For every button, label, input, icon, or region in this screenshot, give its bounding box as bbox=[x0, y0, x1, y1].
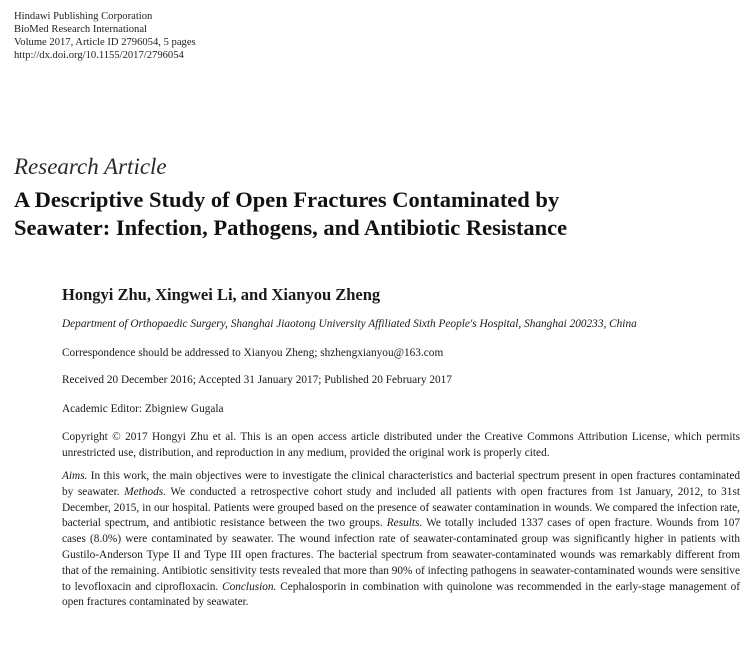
aims-text: In this work, the main objectives were to investigate the clinical characteristics and bacterial spectrum present in open fractures contaminated by seawater. bbox=[62, 470, 740, 498]
conclusion-text: Cephalosporin in combination with quinolone was recommended in the early-stage management of open fractures contaminated by seawater. bbox=[62, 580, 740, 609]
conclusion-label: Conclusion. bbox=[222, 580, 277, 593]
correspondence: Correspondence should be addressed to Xianyou Zheng; shzhengxianyou@163.com bbox=[62, 347, 444, 359]
publisher: Hindawi Publishing Corporation bbox=[14, 11, 153, 22]
results-label: Results. bbox=[386, 517, 423, 530]
authors: Hongyi Zhu, Xingwei Li, and Xianyou Zheng bbox=[62, 285, 381, 304]
results-text: We totally included 1337 cases of open fracture. Wounds from 107 cases (8.0%) were contaminated by seawater. The wound infection rate of seawater-contaminated group was significantly higher in patients with Gustilo-Anderson Type II and Type III open fractures. The bacterial spectrum from seawater-contaminated wounds was remarkably different from that of the remaining. Antibiotic sensitivity tests revealed that more than 90% of infecting pathogens in seawater-contaminated wounds were sensitive to levofloxacin and ciprofloxacin. bbox=[62, 517, 740, 593]
article-title bbox=[14, 186, 734, 242]
academic-editor: Academic Editor: Zbigniew Gugala bbox=[62, 403, 224, 415]
journal-header bbox=[14, 10, 196, 62]
methods-label: Methods. bbox=[124, 485, 166, 498]
affiliation: Department of Orthopaedic Surgery, Shanghai Jiaotong University Affiliated Sixth People's Hospital, Shanghai 200233, China bbox=[62, 318, 637, 330]
abstract bbox=[62, 469, 740, 611]
doi-link[interactable]: http://dx.doi.org/10.1155/2017/2796054 bbox=[14, 50, 184, 61]
aims-label: Aims. bbox=[62, 470, 88, 482]
title-line-1: A Descriptive Study of Open Fractures Contaminated by bbox=[14, 187, 560, 212]
methods-text: We conducted a retrospective cohort study and included all patients with open fractures from 1st January, 2012, to 31st December, 2015, in our hospital. Patients were grouped based on the presence of seawater contamination in wounds. We compared the infection rate, bacterial spectrum, and antibiotic resistance between the two groups. bbox=[62, 485, 740, 530]
volume-info: Volume 2017, Article ID 2796054, 5 pages bbox=[14, 37, 196, 48]
copyright-notice: Copyright © 2017 Hongyi Zhu et al. This is an open access article distributed under the Creative Commons Attribution License, which permits unrestricted use, distribution, and reproduction in any medium, provided the original work is properly cited. bbox=[62, 431, 740, 459]
journal-name: BioMed Research International bbox=[14, 24, 147, 35]
article-type: Research Article bbox=[14, 154, 167, 179]
publication-dates: Received 20 December 2016; Accepted 31 January 2017; Published 20 February 2017 bbox=[62, 374, 452, 386]
title-line-2: Seawater: Infection, Pathogens, and Antibiotic Resistance bbox=[14, 215, 568, 240]
